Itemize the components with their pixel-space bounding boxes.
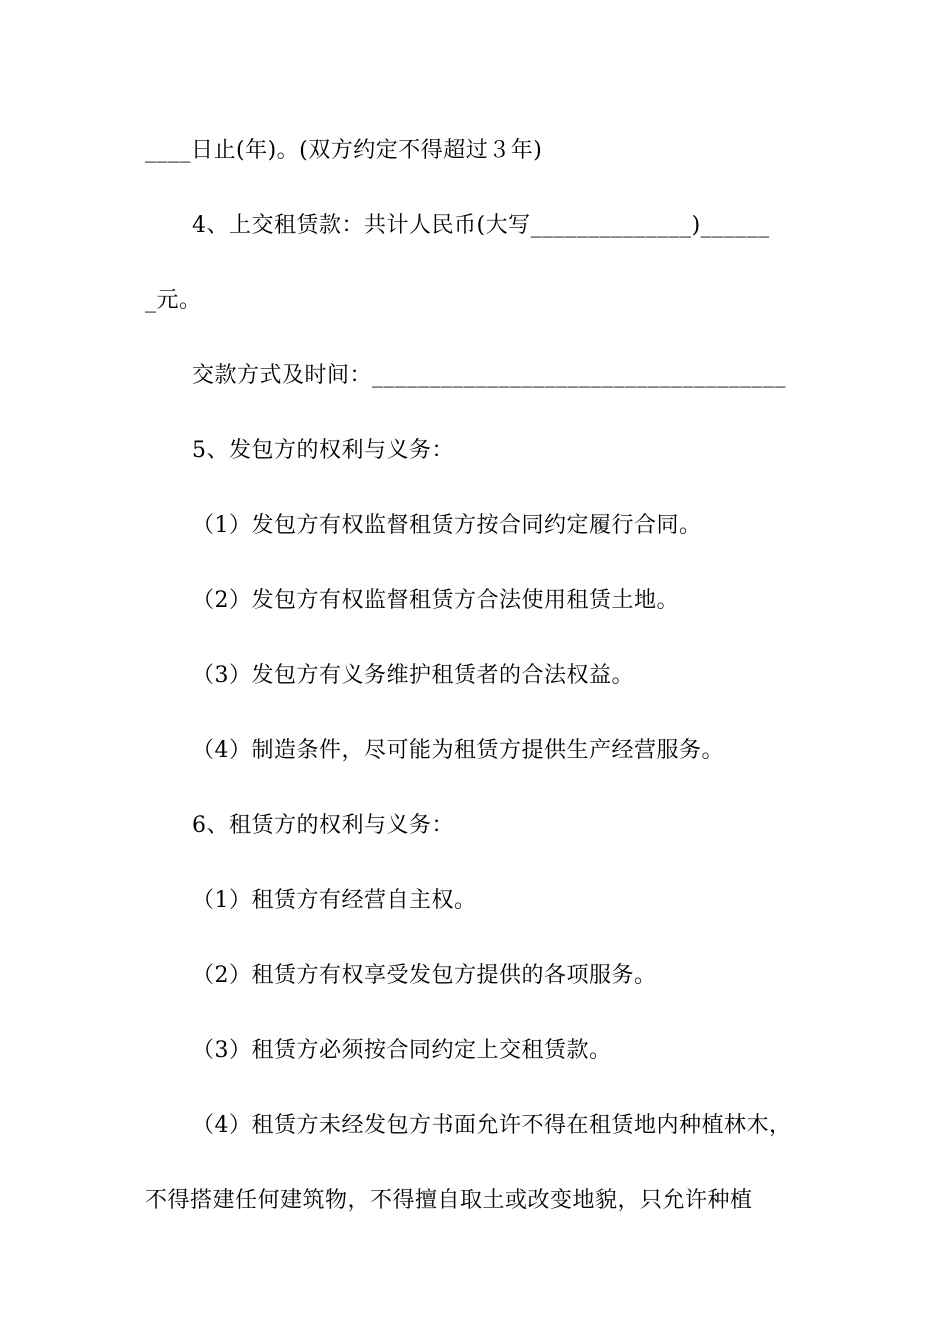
paragraph-line: 4、上交租赁款：共计人民币(大写______________)______ (192, 213, 770, 238)
paragraph-line: （3）租赁方必须按合同约定上交租赁款。 (192, 1038, 612, 1063)
paragraph-line: _元。 (145, 288, 202, 313)
paragraph-line: 交款方式及时间：____________________________________ (192, 363, 787, 388)
paragraph-line: （4）制造条件，尽可能为租赁方提供生产经营服务。 (192, 738, 724, 763)
paragraph-line: （2）租赁方有权享受发包方提供的各项服务。 (192, 963, 657, 988)
paragraph-line: 6、租赁方的权利与义务： (192, 813, 454, 838)
paragraph-line: （2）发包方有权监督租赁方合法使用租赁土地。 (192, 588, 679, 613)
paragraph-line: （1）租赁方有经营自主权。 (192, 888, 477, 913)
paragraph-line: （4）租赁方未经发包方书面允许不得在租赁地内种植林木， (192, 1113, 792, 1138)
paragraph-line: （3）发包方有义务维护租赁者的合法权益。 (192, 663, 634, 688)
paragraph-line: ____日止(年)。(双方约定不得超过３年) (145, 138, 543, 163)
paragraph-line: （1）发包方有权监督租赁方按合同约定履行合同。 (192, 513, 702, 538)
paragraph-line: 5、发包方的权利与义务： (192, 438, 454, 463)
paragraph-line: 不得搭建任何建筑物，不得擅自取土或改变地貌，只允许种植 (145, 1188, 753, 1213)
